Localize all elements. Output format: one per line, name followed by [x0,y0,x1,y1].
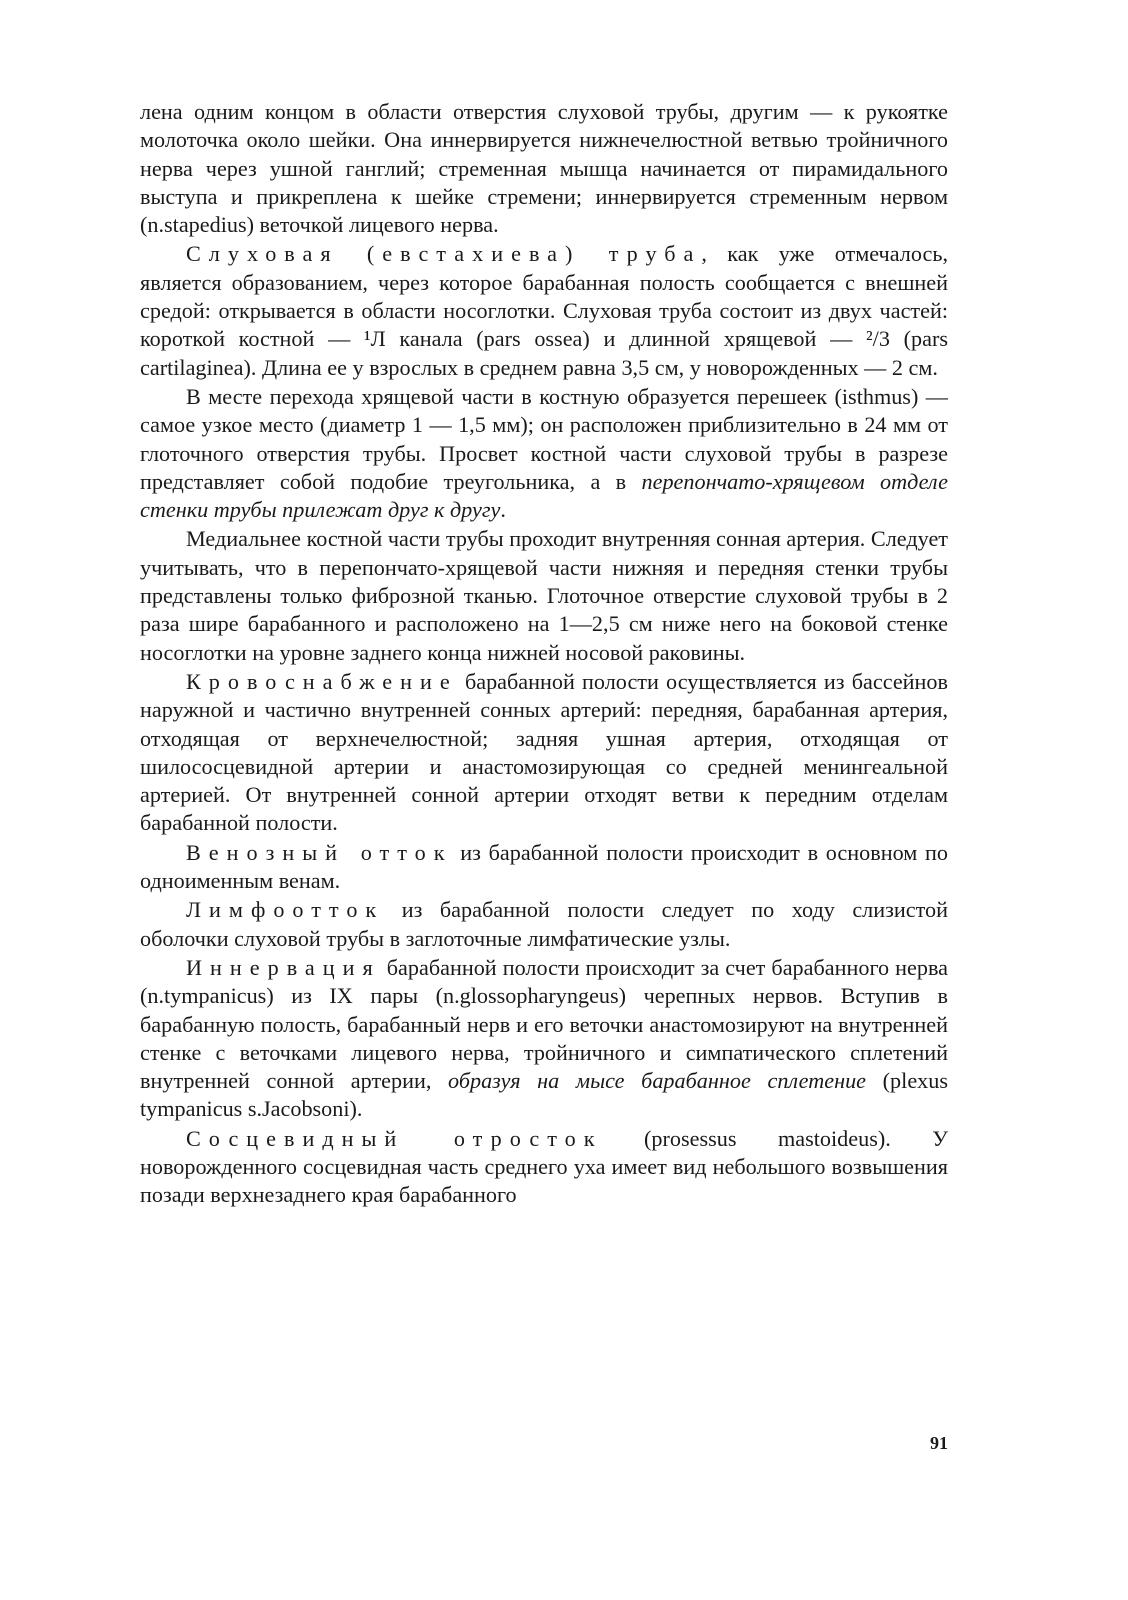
paragraph-innervation [140,954,948,1124]
paragraph-mastoid-process [140,1125,948,1210]
paragraph-text: барабанной полости происходит за счет барабанного нерва (n.tympanicus) из IX пары (n.glossopharyngeus) черепных нервов. Вступив в барабанную полость, барабанный нерв и его веточки анастомозируют на внутренней стенке с веточками лицевого нерва, тройничного и симпатического сплетений внутренней сонной артерии, [140,954,948,1094]
paragraph-text-end: (plexus tympanicus s.Jacobsoni). [140,1068,948,1122]
paragraph-text: , как уже отмечалось, является образованием, через которое барабанная полость сообщается с внешней средой: открывается в области носоглотки. Слуховая труба состоит из двух частей: короткой костной — ¹Л канала (pars ossea) и длинной хрящевой — ²/3 (pars cartilaginea). Длина ее у взрослых в среднем равна 3,5 см, у новорожденных — 2 см. [140,241,948,380]
paragraph-text: лена одним концом в области отверстия слуховой трубы, другим — к рукоятке молоточка около шейки. Она иннервируется нижнечелюстной ветвью тройничного нерва через ушной ганглий; стременная мышца начинается от пирамидального выступа и прикреплена к шейке стремени; иннервируется стременным нервом (n.stapedius) веточкой лицевого нерва. [140,99,948,238]
italic-emphasis: образуя на мысе барабанное сплетение [448,1068,867,1094]
italic-emphasis: перепончато-хрящевом отделе стенки трубы прилежат друг к другу [140,468,948,523]
paragraph-text: барабанной полости осуществляется из бассейнов наружной и частично внутренней сонных артерий: передняя, барабанная артерия, отходящая от верхнечелюстной; задняя ушная артерия, отходящая от шилососцевидной артерии и анастомозирующая со средней менингеальной артерией. От внутренней сонной артерии отходят ветви к передним отделам барабанной полости. [140,668,948,836]
page-number: 91 [930,1433,948,1453]
paragraph-blood-supply [140,668,948,838]
page-body [140,98,948,1210]
paragraph-isthmus [140,383,948,524]
paragraph-middle-ear-muscles [140,98,948,239]
term-venous-outflow: Венозный отток [186,839,453,865]
paragraph-text: из барабанной полости происходит в основном по одноименным венам. [140,839,948,894]
paragraph-carotid-artery [140,525,948,666]
term-blood-supply: Кровоснабжение [186,668,458,694]
paragraph-venous-outflow [140,839,948,896]
term-innervation: Иннервация [186,954,381,980]
paragraph-text: Медиальнее костной части трубы проходит внутренняя сонная артерия. Следует учитывать, что в перепончато-хрящевой части нижняя и передняя стенки трубы представлены только фиброзной тканью. Глоточное отверстие слуховой трубы в 2 раза шире барабанного и расположено на 1—2,5 см ниже него на боковой стенке носоглотки на уровне заднего конца нижней носовой раковины. [140,526,948,665]
term-eustachian-tube: Слуховая (евстахиева) труба [186,241,702,267]
paragraph-text: В месте перехода хрящевой части в костную образуется перешеек (isthmus) — самое узкое место (диаметр 1 — 1,5 мм); он расположен приблизительно в 24 мм от глоточного отверстия трубы. Просвет костной части слуховой трубы в разрезе представляет собой подобие треугольника, а в [140,383,948,494]
term-lymph-outflow: Лимфоотток [186,897,385,923]
term-mastoid-process: Сосцевидный отросток [186,1125,603,1151]
paragraph-text: (prosessus mastoideus). У новорожденного сосцевидная часть среднего уха имеет вид небольшого возвышения позади верхнезаднего края барабанного [140,1125,948,1208]
paragraph-eustachian-tube [140,240,948,381]
paragraph-lymph-outflow [140,896,948,953]
paragraph-text-end: . [500,497,506,523]
paragraph-text: из барабанной полости следует по ходу слизистой оболочки слуховой трубы в заглоточные лимфатические узлы. [140,897,948,951]
